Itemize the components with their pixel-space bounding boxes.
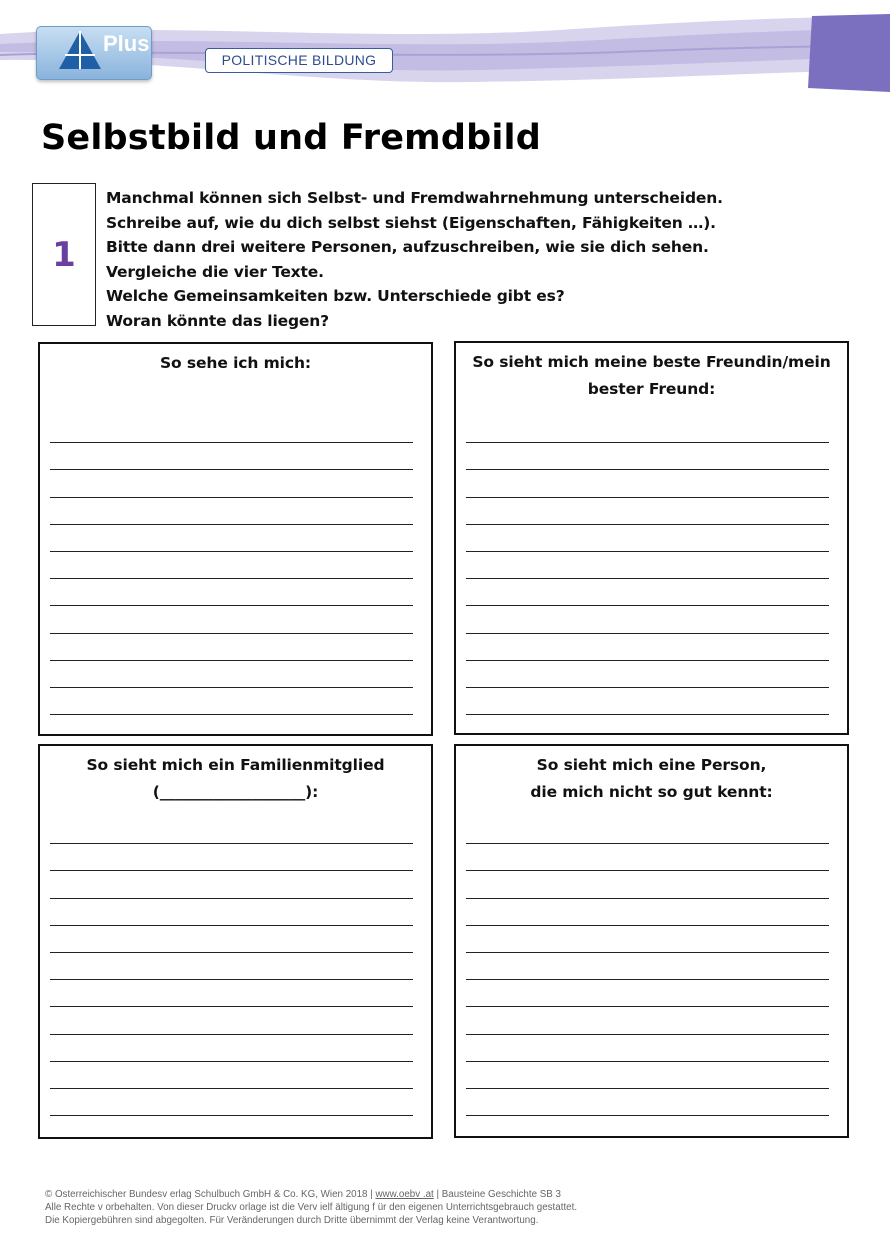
writing-line[interactable] [466, 1035, 829, 1062]
writing-line[interactable] [50, 688, 413, 715]
panel-title: So sieht mich meine beste Freundin/mein bester Freund: [472, 353, 831, 398]
panel-family-member [38, 744, 433, 1139]
copyright-footer [45, 1188, 577, 1227]
writing-line[interactable] [50, 1089, 413, 1116]
writing-line[interactable] [50, 1062, 413, 1089]
writing-line[interactable] [466, 661, 829, 688]
instruction-line: Manchmal können sich Selbst- und Fremdwahrnehmung unterscheiden. [106, 189, 723, 207]
writing-line[interactable] [50, 926, 413, 953]
writing-line[interactable] [466, 953, 829, 980]
panel-title: So sehe ich mich: [159, 354, 311, 372]
page-title: Selbstbild und Fremdbild [41, 118, 542, 158]
writing-line[interactable] [466, 525, 829, 552]
logo-text: Plus [103, 31, 150, 56]
writing-line[interactable] [50, 1007, 413, 1034]
writing-line[interactable] [50, 661, 413, 688]
writing-line[interactable] [466, 980, 829, 1007]
writing-line[interactable] [466, 552, 829, 579]
instruction-line: Woran könnte das liegen? [106, 311, 330, 330]
writing-line[interactable] [466, 579, 829, 606]
family-member-blank[interactable]: (___________________): [152, 783, 319, 801]
footer-line-3: Die Kopiergebühren sind abgegolten. Für Veränderungen durch Dritte übernimmt der Verlag keine Verantwortung. [45, 1215, 539, 1226]
writing-lines[interactable] [50, 416, 413, 715]
writing-line[interactable] [50, 579, 413, 606]
task-instructions [106, 186, 723, 333]
subject-tag: POLITISCHE BILDUNG [205, 48, 393, 73]
writing-line[interactable] [50, 899, 413, 926]
panel-title: So sieht mich ein Familienmitglied (___________________): [40, 746, 431, 806]
writing-line[interactable] [50, 416, 413, 443]
writing-line[interactable] [50, 953, 413, 980]
writing-line[interactable] [466, 634, 829, 661]
writing-line[interactable] [50, 980, 413, 1007]
instruction-line: Schreibe auf, wie du dich selbst siehst (Eigenschaften, Fähigkeiten …). [106, 213, 716, 232]
writing-lines[interactable] [466, 416, 829, 715]
writing-line[interactable] [466, 899, 829, 926]
task-number: 1 [32, 183, 96, 326]
writing-line[interactable] [50, 552, 413, 579]
writing-lines[interactable] [466, 817, 829, 1116]
instruction-line: Welche Gemeinsamkeiten bzw. Unterschiede gibt es? [106, 287, 565, 305]
writing-line[interactable] [466, 498, 829, 525]
writing-line[interactable] [466, 1062, 829, 1089]
writing-line[interactable] [466, 688, 829, 715]
writing-line[interactable] [50, 1035, 413, 1062]
panel-acquaintance [454, 744, 849, 1138]
writing-line[interactable] [50, 443, 413, 470]
panel-best-friend [454, 341, 849, 735]
writing-line[interactable] [50, 871, 413, 898]
writing-line[interactable] [466, 416, 829, 443]
writing-line[interactable] [466, 1007, 829, 1034]
writing-line[interactable] [50, 606, 413, 633]
writing-line[interactable] [466, 817, 829, 844]
panel-title: So sieht mich eine Person, die mich nicht so gut kennt: [530, 756, 773, 801]
writing-line[interactable] [50, 525, 413, 552]
footer-line-2: Alle Rechte v orbehalten. Von dieser Druckv orlage ist die Verv ielf ältigung f ür den eigenen Unterrichtsgebrauch gestattet. [45, 1202, 578, 1213]
writing-line[interactable] [50, 634, 413, 661]
publisher-link[interactable]: www.oebv .at [375, 1189, 434, 1200]
writing-line[interactable] [466, 871, 829, 898]
writing-line[interactable] [50, 844, 413, 871]
instruction-line: Vergleiche die vier Texte. [106, 262, 324, 281]
writing-line[interactable] [50, 498, 413, 525]
writing-line[interactable] [466, 606, 829, 633]
footer-line-1: © Osterreichischer Bundesv erlag Schulbuch GmbH & Co. KG, Wien 2018 | www.oebv .at | Bausteine Geschichte SB 3 [45, 1189, 562, 1200]
writing-line[interactable] [466, 470, 829, 497]
publisher-logo [36, 26, 152, 80]
instruction-line: Bitte dann drei weitere Personen, aufzuschreiben, wie sie dich sehen. [106, 238, 709, 256]
pyramid-logo-icon [57, 29, 103, 75]
writing-line[interactable] [466, 443, 829, 470]
panel-self [38, 342, 433, 736]
writing-line[interactable] [466, 1089, 829, 1116]
writing-line[interactable] [50, 470, 413, 497]
writing-lines[interactable] [50, 817, 413, 1116]
writing-line[interactable] [466, 926, 829, 953]
writing-line[interactable] [466, 844, 829, 871]
writing-line[interactable] [50, 817, 413, 844]
